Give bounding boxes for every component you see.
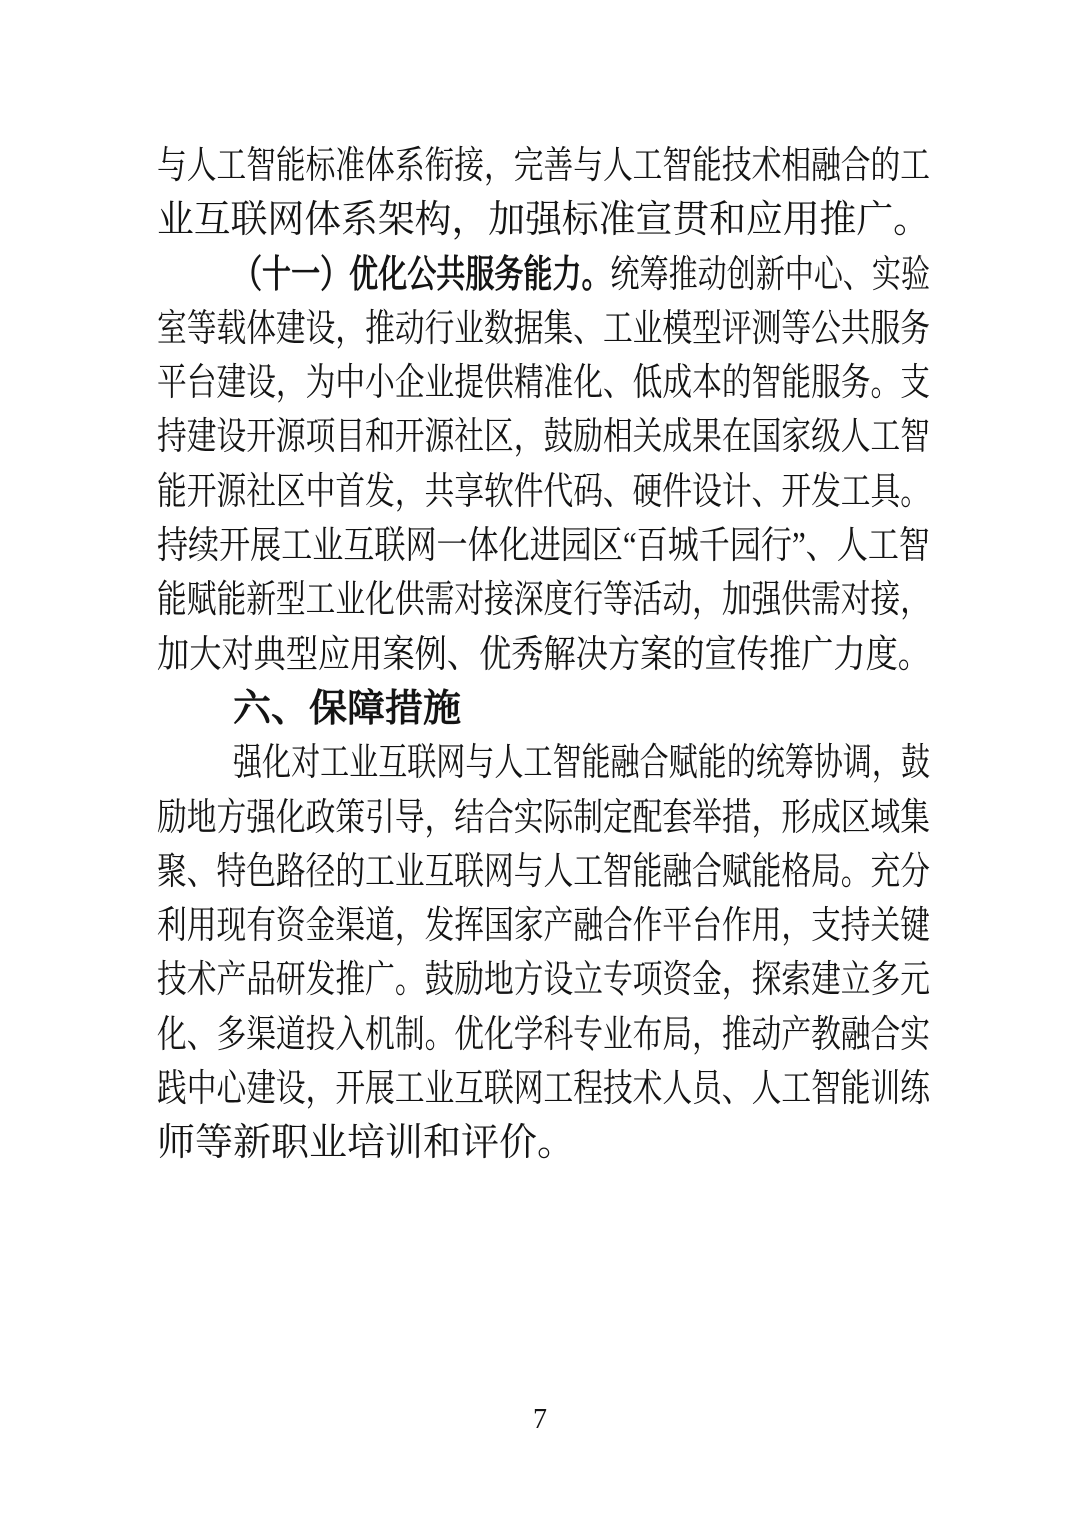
- text-segment: 室等载体建设，推动行业数据集、工业模型评测等公共服务: [157, 307, 930, 350]
- text-line-content: [157, 953, 930, 1007]
- text-line: [157, 953, 930, 1007]
- text-line: [157, 519, 930, 573]
- text-segment: 师等新职业培训和评价。: [157, 1122, 576, 1165]
- text-line: [157, 193, 930, 247]
- text-segment: 统筹推动创新中心、实验: [610, 253, 930, 296]
- text-segment: 励地方强化政策引导，结合实际制定配套举措，形成区域集: [157, 796, 930, 839]
- text-line: [157, 465, 930, 519]
- text-lines: [157, 139, 930, 1171]
- text-line-content: [157, 628, 930, 682]
- text-segment: 能赋能新型工业化供需对接深度行等活动，加强供需对接，: [157, 579, 930, 622]
- text-segment: 化、多渠道投入机制。优化学科专业布局，推动产教融合实: [157, 1013, 930, 1056]
- text-line: [157, 139, 930, 193]
- text-line-content: [233, 682, 461, 736]
- text-line: [157, 899, 930, 953]
- text-segment: 平台建设，为中小企业提供精准化、低成本的智能服务。支: [157, 362, 930, 405]
- text-line-content: [157, 139, 930, 193]
- text-line-content: [233, 736, 930, 790]
- text-line: [157, 1062, 930, 1116]
- text-segment: 技术产品研发推广。鼓励地方设立专项资金，探索建立多元: [157, 959, 930, 1002]
- text-line-content: [233, 248, 930, 302]
- text-line: [157, 736, 930, 790]
- text-line-content: [157, 193, 930, 247]
- text-segment: 能开源社区中首发，共享软件代码、硬件设计、开发工具。: [157, 470, 930, 513]
- text-segment: 加大对典型应用案例、优秀解决方案的宣传推广力度。: [157, 633, 930, 676]
- text-line: [157, 791, 930, 845]
- text-line-content: [157, 410, 930, 464]
- text-segment: 持续开展工业互联网一体化进园区“百城千园行”、人工智: [157, 525, 930, 568]
- text-line: [157, 845, 930, 899]
- text-line: [157, 573, 930, 627]
- text-line: [157, 410, 930, 464]
- text-line: [157, 628, 930, 682]
- text-segment: 业互联网体系架构，加强标准宣贯和应用推广。: [157, 199, 930, 242]
- text-segment: 强化对工业互联网与人工智能融合赋能的统筹协调，鼓: [233, 742, 930, 785]
- page-number: 7: [533, 1404, 547, 1435]
- text-line: [157, 1116, 930, 1170]
- text-line-content: [157, 356, 930, 410]
- text-line-content: [157, 519, 930, 573]
- text-line: [157, 302, 930, 356]
- text-line: [157, 682, 930, 736]
- text-line: [157, 248, 930, 302]
- text-segment: 聚、特色路径的工业互联网与人工智能融合赋能格局。充分: [157, 850, 930, 893]
- text-line-content: [157, 465, 930, 519]
- text-segment: 利用现有资金渠道，发挥国家产融合作平台作用，支持关键: [157, 905, 930, 948]
- text-line-content: [157, 1062, 930, 1116]
- text-line-content: [157, 899, 930, 953]
- text-line-content: [157, 573, 930, 627]
- text-line: [157, 1008, 930, 1062]
- text-segment: 持建设开源项目和开源社区，鼓励相关成果在国家级人工智: [157, 416, 930, 459]
- text-segment: 践中心建设，开展工业互联网工程技术人员、人工智能训练: [157, 1068, 930, 1111]
- text-segment-bold: （十一）优化公共服务能力。: [233, 253, 611, 296]
- text-segment-bold: 六、保障措施: [233, 687, 462, 730]
- text-line-content: [157, 302, 930, 356]
- text-line: [157, 356, 930, 410]
- text-line-content: [157, 1008, 930, 1062]
- text-line-content: [157, 845, 930, 899]
- text-segment: 与人工智能标准体系衔接，完善与人工智能技术相融合的工: [157, 145, 930, 187]
- text-line-content: [157, 1116, 575, 1170]
- text-line-content: [157, 791, 930, 845]
